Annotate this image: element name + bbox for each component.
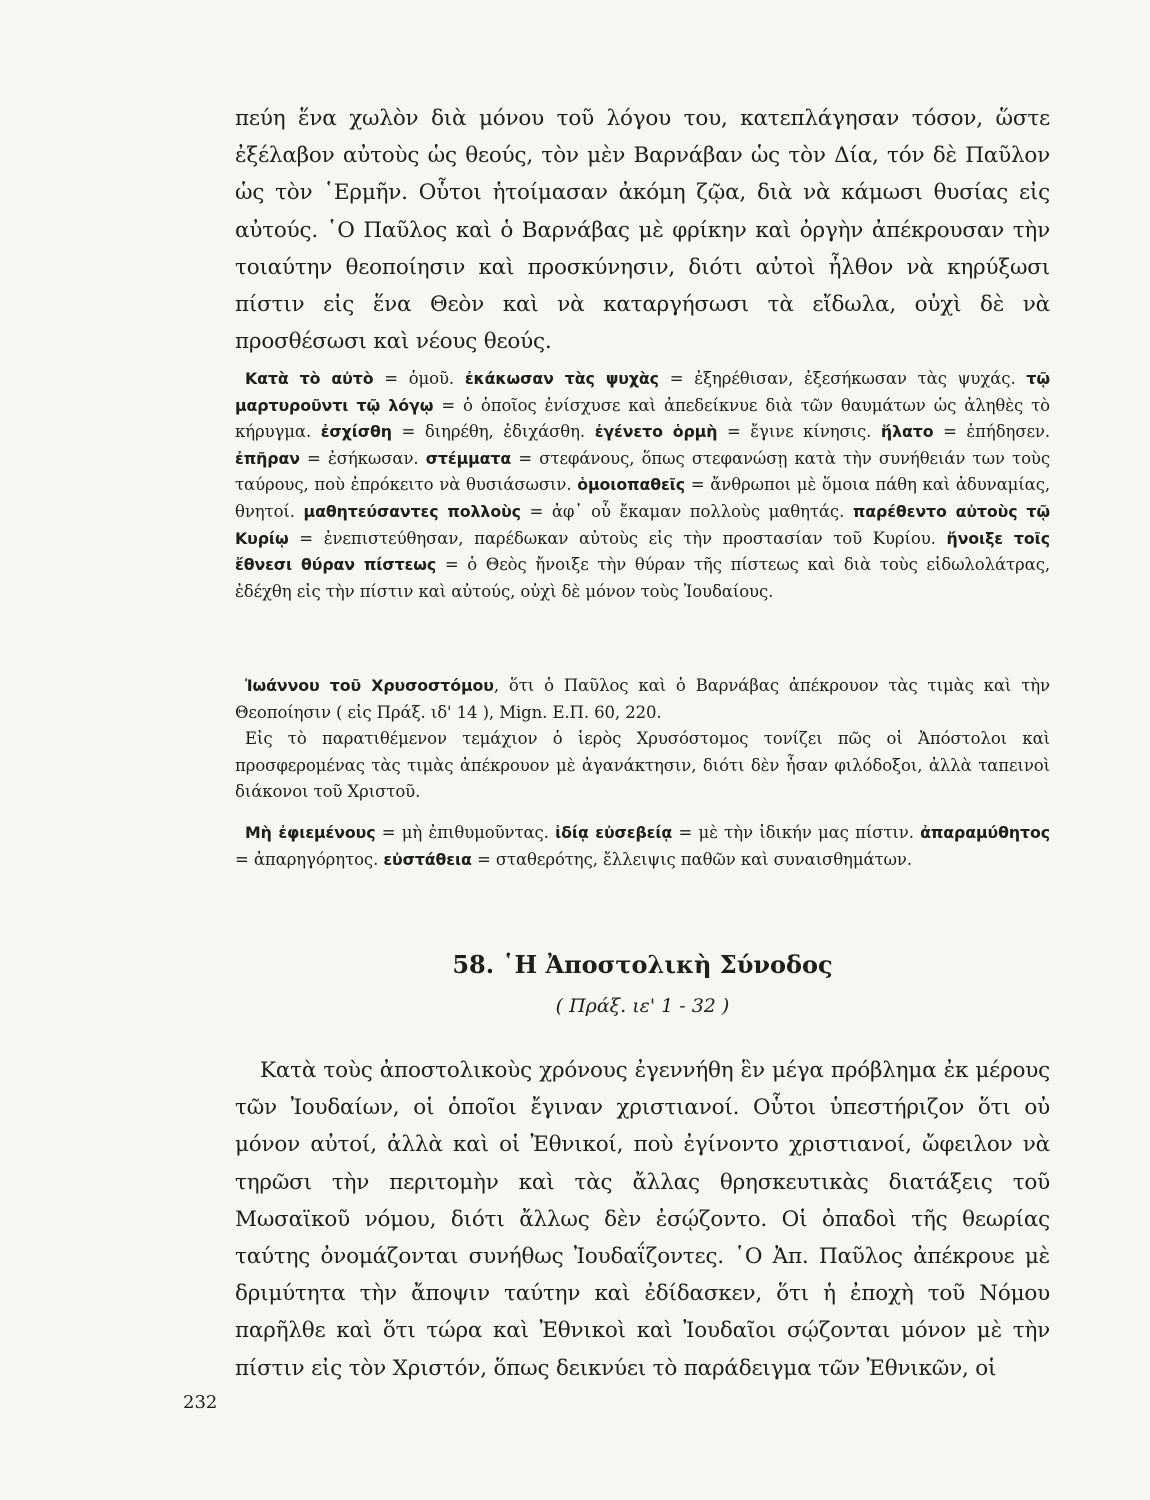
glossary-term: ἐκάκωσαν τὰς ψυχὰς bbox=[464, 369, 659, 388]
glossary-definition: = ὁ ὁποῖος ἐνίσχυσε καὶ ἀπεδείκνυε διὰ τῶν θαυμάτων ὡς ἀληθὲς τὸ κήρυγμα. bbox=[235, 395, 1050, 442]
body-text: πεύη ἕνα χωλὸν διὰ μόνου τοῦ λόγου του, κατεπλάγησαν τόσον, ὥστε ἐξέλαβον αὐτοὺς ὡς θεούς, τὸν μὲν Βαρνάβαν ὡς τὸν Δία, τόν δὲ Παῦλον ὡς τὸν ῾Ερμῆν. Οὗτοι ἡτοίμασαν ἀκόμη ζῷα, διὰ νὰ κάμωσι θυσίας εἰς αὐτούς. ῾Ο Παῦλος καὶ ὁ Βαρνάβας μὲ φρίκην καὶ ὀργὴν ἀπέκρουσαν τὴν τοιαύτην θεοποίησιν καὶ προσκύνησιν, διότι αὐτοὶ ἦλθον νὰ κηρύξωσι πίστιν εἰς ἕνα Θεὸν καὶ νὰ καταργήσωσι τὰ εἴδωλα, οὐχὶ δὲ νὰ προσθέσωσι καὶ νέους θεούς. bbox=[235, 106, 1050, 355]
main-paragraph-top bbox=[235, 100, 1050, 360]
glossary-term: Κατὰ τὸ αὐτὸ bbox=[245, 369, 374, 388]
glossary-term: παρέθεντο αὐτοὺς τῷ Κυρίῳ bbox=[235, 501, 1050, 548]
chrysostom-block bbox=[235, 673, 1050, 806]
glossary-definition: = ὁ Θεὸς ἤνοιξε τὴν θύραν τῆς πίστεως καὶ διὰ τοὺς εἰδωλολάτρας, ἐδέχθη εἰς τὴν πίστιν καὶ αὐτούς, οὐχὶ δὲ μόνον τοὺς Ἰουδαίους. bbox=[235, 555, 1050, 601]
glossary-term: ἤνοιξε τοῖς ἔθνεσι θύραν πίστεως bbox=[235, 528, 1050, 575]
chrysostom-comment: Εἰς τὸ παρατιθέμενον τεμάχιον ὁ ἱερὸς Χρυσόστομος τονίζει πῶς οἱ Ἀπόστολοι καὶ προσφερομένας τὰς τιμὰς ἀπέκρουον μὲ ἀγανάκτησιν, διότι δὲν ἦσαν φιλόδοξοι, ἀλλὰ ταπεινοὶ διάκονοι τοῦ Χριστοῦ. bbox=[235, 729, 1050, 802]
glossary-term: τῷ μαρτυροῦντι τῷ λόγῳ bbox=[235, 369, 1050, 415]
glossary-definition: = ἀπαρηγόρητος. bbox=[235, 849, 384, 869]
glossary-term: Μὴ ἐφιεμένους bbox=[245, 823, 376, 842]
glossary-definition: = μὴ ἐπιθυμοῦντας. bbox=[375, 823, 556, 842]
glossary-block-1 bbox=[235, 366, 1050, 605]
glossary-definition: = ἐνεπιστεύθησαν, παρέδωκαν αὐτοὺς εἰς τὴν προστασίαν τοῦ Κυρίου. bbox=[288, 528, 947, 548]
glossary-term: ἐγένετο ὁρμὴ bbox=[594, 422, 718, 442]
glossary-term: ἐσχίσθη bbox=[320, 422, 392, 442]
glossary-definition: = ἐσήκωσαν. bbox=[299, 448, 426, 468]
glossary-definition: = ἐξηρέθισαν, ἐξεσήκωσαν τὰς ψυχάς. bbox=[658, 369, 1027, 388]
section-title: 58. ῾Η Ἀποστολικὴ Σύνοδος bbox=[452, 950, 833, 979]
author-name: Ἰωάννου τοῦ Χρυσοστόμου bbox=[245, 676, 494, 695]
glossary-term: μαθητεύσαντες πολλοὺς bbox=[303, 501, 521, 521]
glossary-term: εὐστάθεια bbox=[383, 849, 472, 869]
section-subtitle: ( Πράξ. ιε' 1 - 32 ) bbox=[555, 995, 730, 1017]
glossary-definition: = διηρέθη, ἐδιχάσθη. bbox=[391, 422, 595, 442]
glossary-paragraph bbox=[235, 366, 1050, 605]
glossary-term: ἐπῆραν bbox=[235, 448, 300, 468]
glossary-definition: = ὁμοῦ. bbox=[373, 369, 465, 388]
main-paragraph-bottom bbox=[235, 1052, 1050, 1387]
glossary-definition: = ἀφ᾽ οὗ ἔκαμαν πολλοὺς μαθητάς. bbox=[520, 501, 853, 521]
glossary-definition: = σταθερότης, ἔλλειψις παθῶν καὶ συναισθημάτων. bbox=[471, 849, 912, 869]
glossary-paragraph bbox=[235, 820, 1050, 873]
page-number: 232 bbox=[183, 1392, 218, 1413]
glossary-definition: = μὲ τὴν ἰδικήν μας πίστιν. bbox=[672, 823, 921, 842]
glossary-definition: = ἔγινε κίνησις. bbox=[717, 422, 881, 442]
glossary-definition: = στεφάνους, ὅπως στεφανώσῃ κατὰ τὴν συνήθειάν των τοὺς ταύρους, ποὺ ἐπρόκειτο νὰ θυσιάσωσιν. bbox=[235, 448, 1050, 495]
body-text: Κατὰ τοὺς ἀποστολικοὺς χρόνους ἐγεννήθη ἓν μέγα πρόβλημα ἐκ μέρους τῶν Ἰουδαίων, οἱ ὁποῖοι ἔγιναν χριστιανοί. Οὗτοι ὑπεστήριζον ὅτι οὐ μόνον αὐτοί, ἀλλὰ καὶ οἱ Ἐθνικοί, ποὺ ἐγίνοντο χριστιανοί, ὤφειλον νὰ τηρῶσι τὴν περιτομὴν καὶ τὰς ἄλλας θρησκευτικὰς διατάξεις τοῦ Μωσαϊκοῦ νόμου, διότι ἄλλως δὲν ἐσῴζοντο. Οἱ ὀπαδοὶ τῆς θεωρίας ταύτης ὀνομάζονται συνήθως Ἰουδαΐζοντες. ῾Ο Ἀπ. Παῦλος ἀπέκρουε μὲ δριμύτητα τὴν ἄποψιν ταύτην καὶ ἐδίδασκεν, ὅτι ἡ ἐποχὴ τοῦ Νόμου παρῆλθε καὶ ὅτι τώρα καὶ Ἐθνικοὶ καὶ Ἰουδαῖοι σῴζονται μόνον μὲ τὴν πίστιν εἰς τὸν Χριστόν, ὅπως δεικνύει τὸ παράδειγμα τῶν Ἐθνικῶν, οἱ bbox=[235, 1058, 1050, 1381]
glossary-term: στέμματα bbox=[425, 448, 512, 468]
glossary-term: ἀπαραμύθητος bbox=[920, 823, 1051, 842]
glossary-block-2 bbox=[235, 820, 1050, 873]
glossary-term: ὁμοιοπαθεῖς bbox=[577, 475, 685, 495]
glossary-term: ἥλατο bbox=[880, 422, 934, 442]
glossary-definition: = ἐπήδησεν. bbox=[933, 422, 1051, 442]
glossary-definition: = ἄνθρωποι μὲ ὅμοια πάθη καὶ ἀδυναμίας, θνητοί. bbox=[235, 475, 1050, 521]
reference-text: , ὅτι ὁ Παῦλος καὶ ὁ Βαρνάβας ἀπέκρουον τὰς τιμὰς καὶ τὴν Θεοποίησιν ( εἰς Πράξ. ιδ' 14 ), Mign. Ε.Π. 60, 220. bbox=[235, 676, 1050, 722]
chrysostom-reference bbox=[235, 673, 1050, 726]
glossary-term: ἰδίᾳ εὐσεβείᾳ bbox=[555, 823, 673, 842]
